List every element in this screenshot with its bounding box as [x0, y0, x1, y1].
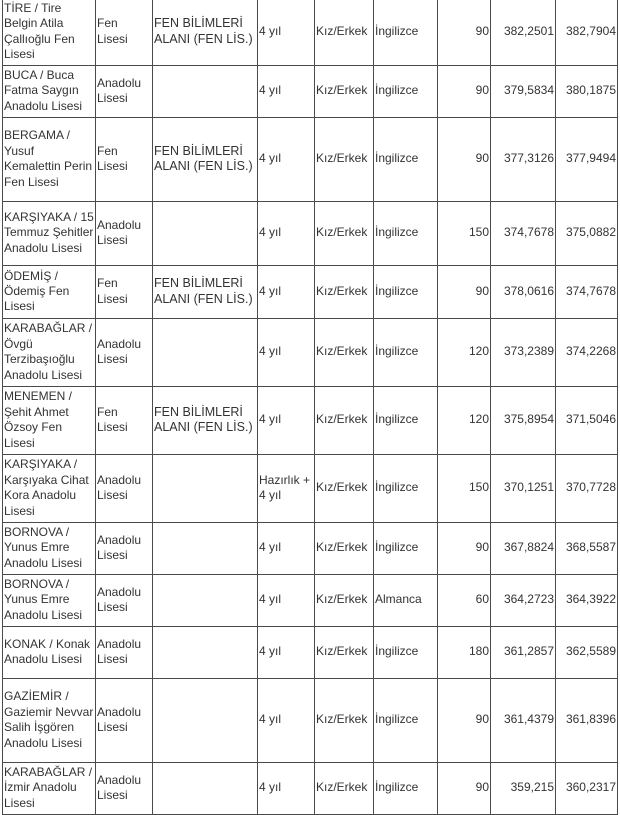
school-name-cell: KARŞIYAKA / Karşıyaka Cihat Kora Anadolu Lisesi — [3, 454, 96, 522]
quota-cell: 150 — [438, 454, 491, 522]
school-type-cell: Anadolu Lisesi — [96, 454, 153, 522]
school-name-cell: GAZİEMİR / Gaziemir Nevvar Salih İşgören Anadolu Lisesi — [3, 678, 96, 762]
language-cell: İngilizce — [374, 386, 438, 454]
duration-cell: 4 yıl — [258, 65, 315, 117]
school-type-cell: Anadolu Lisesi — [96, 626, 153, 678]
score-1-cell: 377,3126 — [491, 117, 556, 201]
table-row — [3, 386, 618, 454]
score-1-cell: 378,0616 — [491, 265, 556, 318]
quota-cell: 60 — [438, 574, 491, 626]
table-row — [3, 454, 618, 522]
score-1-cell: 374,7678 — [491, 201, 556, 265]
school-type-cell: Fen Lisesi — [96, 265, 153, 318]
duration-cell: 4 yıl — [258, 117, 315, 201]
field-cell — [153, 201, 258, 265]
school-name-cell: BERGAMA / Yusuf Kemalettin Perin Fen Lisesi — [3, 117, 96, 201]
gender-cell: Kız/Erkek — [315, 0, 374, 65]
field-cell — [153, 454, 258, 522]
school-type-cell: Anadolu Lisesi — [96, 574, 153, 626]
duration-cell: 4 yıl — [258, 762, 315, 814]
language-cell: İngilizce — [374, 0, 438, 65]
duration-cell: 4 yıl — [258, 574, 315, 626]
language-cell: Almanca — [374, 574, 438, 626]
table-row — [3, 574, 618, 626]
gender-cell: Kız/Erkek — [315, 574, 374, 626]
quota-cell: 120 — [438, 386, 491, 454]
quota-cell: 90 — [438, 762, 491, 814]
score-1-cell: 370,1251 — [491, 454, 556, 522]
duration-cell: 4 yıl — [258, 0, 315, 65]
score-1-cell: 361,4379 — [491, 678, 556, 762]
gender-cell: Kız/Erkek — [315, 386, 374, 454]
school-type-cell: Fen Lisesi — [96, 386, 153, 454]
score-2-cell: 371,5046 — [556, 386, 618, 454]
school-name-cell: KARABAĞLAR / İzmir Anadolu Lisesi — [3, 762, 96, 814]
table-row — [3, 626, 618, 678]
school-name-cell: KARABAĞLAR / Övgü Terzibaşıoğlu Anadolu Lisesi — [3, 318, 96, 386]
score-1-cell: 382,2501 — [491, 0, 556, 65]
school-name-cell: BORNOVA / Yunus Emre Anadolu Lisesi — [3, 522, 96, 574]
school-table — [2, 0, 618, 815]
language-cell: İngilizce — [374, 522, 438, 574]
school-name-cell: KONAK / Konak Anadolu Lisesi — [3, 626, 96, 678]
school-type-cell: Anadolu Lisesi — [96, 522, 153, 574]
score-2-cell: 375,0882 — [556, 201, 618, 265]
score-1-cell: 359,215 — [491, 762, 556, 814]
table-row — [3, 762, 618, 814]
field-cell: FEN BİLİMLERİ ALANI (FEN LİS.) — [153, 0, 258, 65]
score-2-cell: 374,7678 — [556, 265, 618, 318]
score-1-cell: 375,8954 — [491, 386, 556, 454]
gender-cell: Kız/Erkek — [315, 454, 374, 522]
table-row — [3, 522, 618, 574]
language-cell: İngilizce — [374, 201, 438, 265]
duration-cell: 4 yıl — [258, 522, 315, 574]
school-name-cell: KARŞIYAKA / 15 Temmuz Şehitler Anadolu Lisesi — [3, 201, 96, 265]
quota-cell: 150 — [438, 201, 491, 265]
field-cell — [153, 318, 258, 386]
duration-cell: 4 yıl — [258, 626, 315, 678]
table-row — [3, 318, 618, 386]
language-cell: İngilizce — [374, 265, 438, 318]
field-cell — [153, 762, 258, 814]
school-name-cell: MENEMEN / Şehit Ahmet Özsoy Fen Lisesi — [3, 386, 96, 454]
language-cell: İngilizce — [374, 454, 438, 522]
score-2-cell: 361,8396 — [556, 678, 618, 762]
gender-cell: Kız/Erkek — [315, 626, 374, 678]
score-1-cell: 361,2857 — [491, 626, 556, 678]
score-1-cell: 373,2389 — [491, 318, 556, 386]
gender-cell: Kız/Erkek — [315, 678, 374, 762]
gender-cell: Kız/Erkek — [315, 318, 374, 386]
gender-cell: Kız/Erkek — [315, 201, 374, 265]
language-cell: İngilizce — [374, 626, 438, 678]
score-2-cell: 380,1875 — [556, 65, 618, 117]
duration-cell: 4 yıl — [258, 678, 315, 762]
gender-cell: Kız/Erkek — [315, 117, 374, 201]
table-row — [3, 0, 618, 65]
quota-cell: 90 — [438, 65, 491, 117]
score-2-cell: 370,7728 — [556, 454, 618, 522]
school-type-cell: Anadolu Lisesi — [96, 65, 153, 117]
language-cell: İngilizce — [374, 762, 438, 814]
school-name-cell: BORNOVA / Yunus Emre Anadolu Lisesi — [3, 574, 96, 626]
field-cell — [153, 626, 258, 678]
field-cell — [153, 65, 258, 117]
score-2-cell: 382,7904 — [556, 0, 618, 65]
table-row — [3, 678, 618, 762]
duration-cell: 4 yıl — [258, 318, 315, 386]
school-type-cell: Anadolu Lisesi — [96, 762, 153, 814]
score-2-cell: 368,5587 — [556, 522, 618, 574]
quota-cell: 90 — [438, 265, 491, 318]
gender-cell: Kız/Erkek — [315, 522, 374, 574]
field-cell — [153, 678, 258, 762]
school-name-cell: BUCA / Buca Fatma Saygın Anadolu Lisesi — [3, 65, 96, 117]
score-2-cell: 364,3922 — [556, 574, 618, 626]
language-cell: İngilizce — [374, 318, 438, 386]
table-row — [3, 117, 618, 201]
quota-cell: 180 — [438, 626, 491, 678]
quota-cell: 90 — [438, 117, 491, 201]
table-body — [3, 0, 618, 814]
school-type-cell: Fen Lisesi — [96, 0, 153, 65]
duration-cell: 4 yıl — [258, 201, 315, 265]
school-type-cell: Anadolu Lisesi — [96, 201, 153, 265]
language-cell: İngilizce — [374, 117, 438, 201]
gender-cell: Kız/Erkek — [315, 265, 374, 318]
quota-cell: 90 — [438, 522, 491, 574]
gender-cell: Kız/Erkek — [315, 65, 374, 117]
field-cell: FEN BİLİMLERİ ALANI (FEN LİS.) — [153, 386, 258, 454]
quota-cell: 90 — [438, 678, 491, 762]
school-type-cell: Anadolu Lisesi — [96, 678, 153, 762]
score-2-cell: 374,2268 — [556, 318, 618, 386]
score-1-cell: 379,5834 — [491, 65, 556, 117]
school-name-cell: ÖDEMİŞ / Ödemiş Fen Lisesi — [3, 265, 96, 318]
duration-cell: 4 yıl — [258, 265, 315, 318]
score-2-cell: 360,2317 — [556, 762, 618, 814]
language-cell: İngilizce — [374, 65, 438, 117]
duration-cell: 4 yıl — [258, 386, 315, 454]
field-cell — [153, 574, 258, 626]
gender-cell: Kız/Erkek — [315, 762, 374, 814]
score-2-cell: 377,9494 — [556, 117, 618, 201]
school-name-cell: TİRE / Tire Belgin Atila Çallıoğlu Fen Lisesi — [3, 0, 96, 65]
table-row — [3, 65, 618, 117]
field-cell — [153, 522, 258, 574]
score-1-cell: 367,8824 — [491, 522, 556, 574]
score-2-cell: 362,5589 — [556, 626, 618, 678]
school-type-cell: Anadolu Lisesi — [96, 318, 153, 386]
quota-cell: 120 — [438, 318, 491, 386]
field-cell: FEN BİLİMLERİ ALANI (FEN LİS.) — [153, 265, 258, 318]
language-cell: İngilizce — [374, 678, 438, 762]
quota-cell: 90 — [438, 0, 491, 65]
duration-cell: Hazırlık + 4 yıl — [258, 454, 315, 522]
score-1-cell: 364,2723 — [491, 574, 556, 626]
school-type-cell: Fen Lisesi — [96, 117, 153, 201]
table-row — [3, 201, 618, 265]
table-row — [3, 265, 618, 318]
field-cell: FEN BİLİMLERİ ALANI (FEN LİS.) — [153, 117, 258, 201]
